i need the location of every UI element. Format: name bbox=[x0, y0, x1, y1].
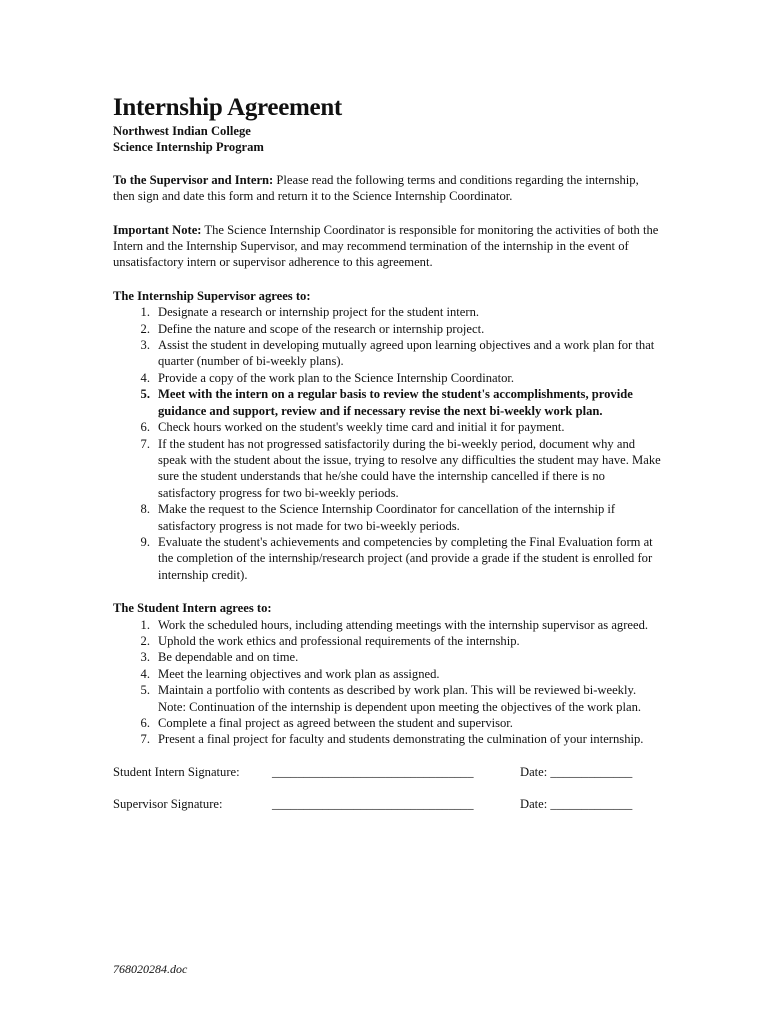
item-text: Maintain a portfolio with contents as described by work plan. This will be reviewed bi-weekly. Note: Continuation of the internship is dependent upon meeting the objectives of the work plan. bbox=[158, 683, 642, 714]
document-filename: 768020284.doc bbox=[113, 962, 188, 976]
org-name: Northwest Indian College bbox=[113, 124, 251, 138]
student-signature-field[interactable]: ________________________________ bbox=[272, 764, 474, 779]
item-number: 2. bbox=[140, 633, 150, 648]
item-number: 5. bbox=[140, 683, 150, 698]
supervisor-section-heading: The Internship Supervisor agrees to: bbox=[113, 288, 311, 303]
item-number: 5. bbox=[140, 387, 150, 402]
important-note-paragraph bbox=[113, 222, 663, 271]
item-number: 6. bbox=[140, 716, 150, 730]
item-text: Work the scheduled hours, including attending meetings with the internship supervisor as agreed. bbox=[158, 617, 649, 632]
item-number: 7. bbox=[140, 436, 150, 451]
program-name: Science Internship Program bbox=[113, 140, 264, 155]
supervisor-item bbox=[113, 436, 663, 502]
student-signature-label: Student Intern Signature: bbox=[113, 764, 240, 779]
item-number: 3. bbox=[140, 338, 150, 353]
signature-block bbox=[113, 764, 663, 812]
supervisor-item bbox=[113, 321, 663, 337]
item-text: Evaluate the student's achievements and competencies by completing the Final Evaluation form at the completion of the internship/research project (and provide a grade if the student is enrolled for internship credit). bbox=[158, 534, 653, 582]
item-text: Complete a final project as agreed between the student and supervisor. bbox=[158, 716, 513, 730]
item-text: Meet the learning objectives and work plan as assigned. bbox=[158, 666, 440, 681]
intern-item bbox=[113, 617, 663, 633]
intro-label: To the Supervisor and Intern: bbox=[113, 172, 274, 187]
item-number: 3. bbox=[140, 650, 150, 665]
intern-item bbox=[113, 731, 663, 747]
item-number: 7. bbox=[140, 732, 150, 747]
important-note-label: Important Note: bbox=[113, 222, 202, 237]
item-text: Make the request to the Science Internship Coordinator for cancellation of the internship if satisfactory progress is not made for two bi-weekly periods. bbox=[158, 502, 616, 533]
item-text: Be dependable and on time. bbox=[158, 650, 299, 665]
item-text: If the student has not progressed satisfactorily during the bi-weekly period, document why and speak with the student about the issue, trying to resolve any difficulties the student may have. Make sure the student understands that he/she could have the internship cancelled if there is no satisfactory progress for two bi-weekly periods. bbox=[158, 436, 661, 500]
item-text: Assist the student in developing mutually agreed upon learning objectives and a work plan for that quarter (number of bi-weekly plans). bbox=[158, 338, 655, 369]
item-text: Present a final project for faculty and students demonstrating the culmination of your internship. bbox=[158, 732, 644, 747]
supervisor-item bbox=[113, 419, 663, 435]
supervisor-date-field[interactable]: Date: _____________ bbox=[520, 796, 633, 811]
item-number: 1. bbox=[140, 617, 150, 632]
intern-item bbox=[113, 715, 663, 731]
item-number: 4. bbox=[140, 666, 150, 681]
intro-paragraph bbox=[113, 172, 663, 205]
intro-text: Please read the following terms and conditions regarding the internship, then sign and date this form and return it to the Science Internship Coordinator. bbox=[113, 172, 639, 204]
supervisor-item bbox=[113, 370, 663, 386]
item-number: 6. bbox=[140, 420, 150, 435]
student-date-field[interactable]: Date: _____________ bbox=[520, 764, 633, 779]
student-signature-row bbox=[113, 764, 663, 780]
supervisor-signature-row bbox=[113, 796, 663, 812]
item-number: 4. bbox=[140, 370, 150, 385]
item-text: Meet with the intern on a regular basis to review the student's accomplishments, provide guidance and support, review and if necessary revise the next bi-weekly work plan. bbox=[158, 387, 633, 418]
intern-section-heading: The Student Intern agrees to: bbox=[113, 601, 272, 616]
document-title: Internship Agreement bbox=[113, 94, 342, 121]
intern-item bbox=[113, 649, 663, 665]
intern-item bbox=[113, 633, 663, 649]
intern-item bbox=[113, 682, 663, 715]
item-number: 8. bbox=[140, 502, 150, 517]
supervisor-list bbox=[113, 304, 663, 583]
supervisor-item bbox=[113, 386, 663, 419]
item-number: 9. bbox=[140, 534, 150, 549]
item-text: Define the nature and scope of the research or internship project. bbox=[158, 321, 485, 336]
intern-item bbox=[113, 666, 663, 682]
supervisor-signature-field[interactable]: ________________________________ bbox=[272, 796, 474, 811]
supervisor-item bbox=[113, 304, 663, 320]
supervisor-item bbox=[113, 534, 663, 583]
intern-list bbox=[113, 617, 663, 748]
item-number: 2. bbox=[140, 321, 150, 336]
supervisor-signature-label: Supervisor Signature: bbox=[113, 796, 223, 811]
important-note-text: The Science Internship Coordinator is responsible for monitoring the activities of both the Intern and the Internship Supervisor, and may recommend termination of the internship in the event of unsatisfactory intern or supervisor adherence to this agreement. bbox=[113, 222, 659, 270]
item-text: Provide a copy of the work plan to the Science Internship Coordinator. bbox=[158, 370, 515, 385]
item-number: 1. bbox=[140, 305, 150, 320]
supervisor-item bbox=[113, 501, 663, 534]
item-text: Uphold the work ethics and professional requirements of the internship. bbox=[158, 633, 520, 648]
item-text: Check hours worked on the student's weekly time card and initial it for payment. bbox=[158, 420, 565, 435]
supervisor-item bbox=[113, 337, 663, 370]
document-body bbox=[113, 93, 663, 828]
item-text: Designate a research or internship project for the student intern. bbox=[158, 305, 480, 320]
